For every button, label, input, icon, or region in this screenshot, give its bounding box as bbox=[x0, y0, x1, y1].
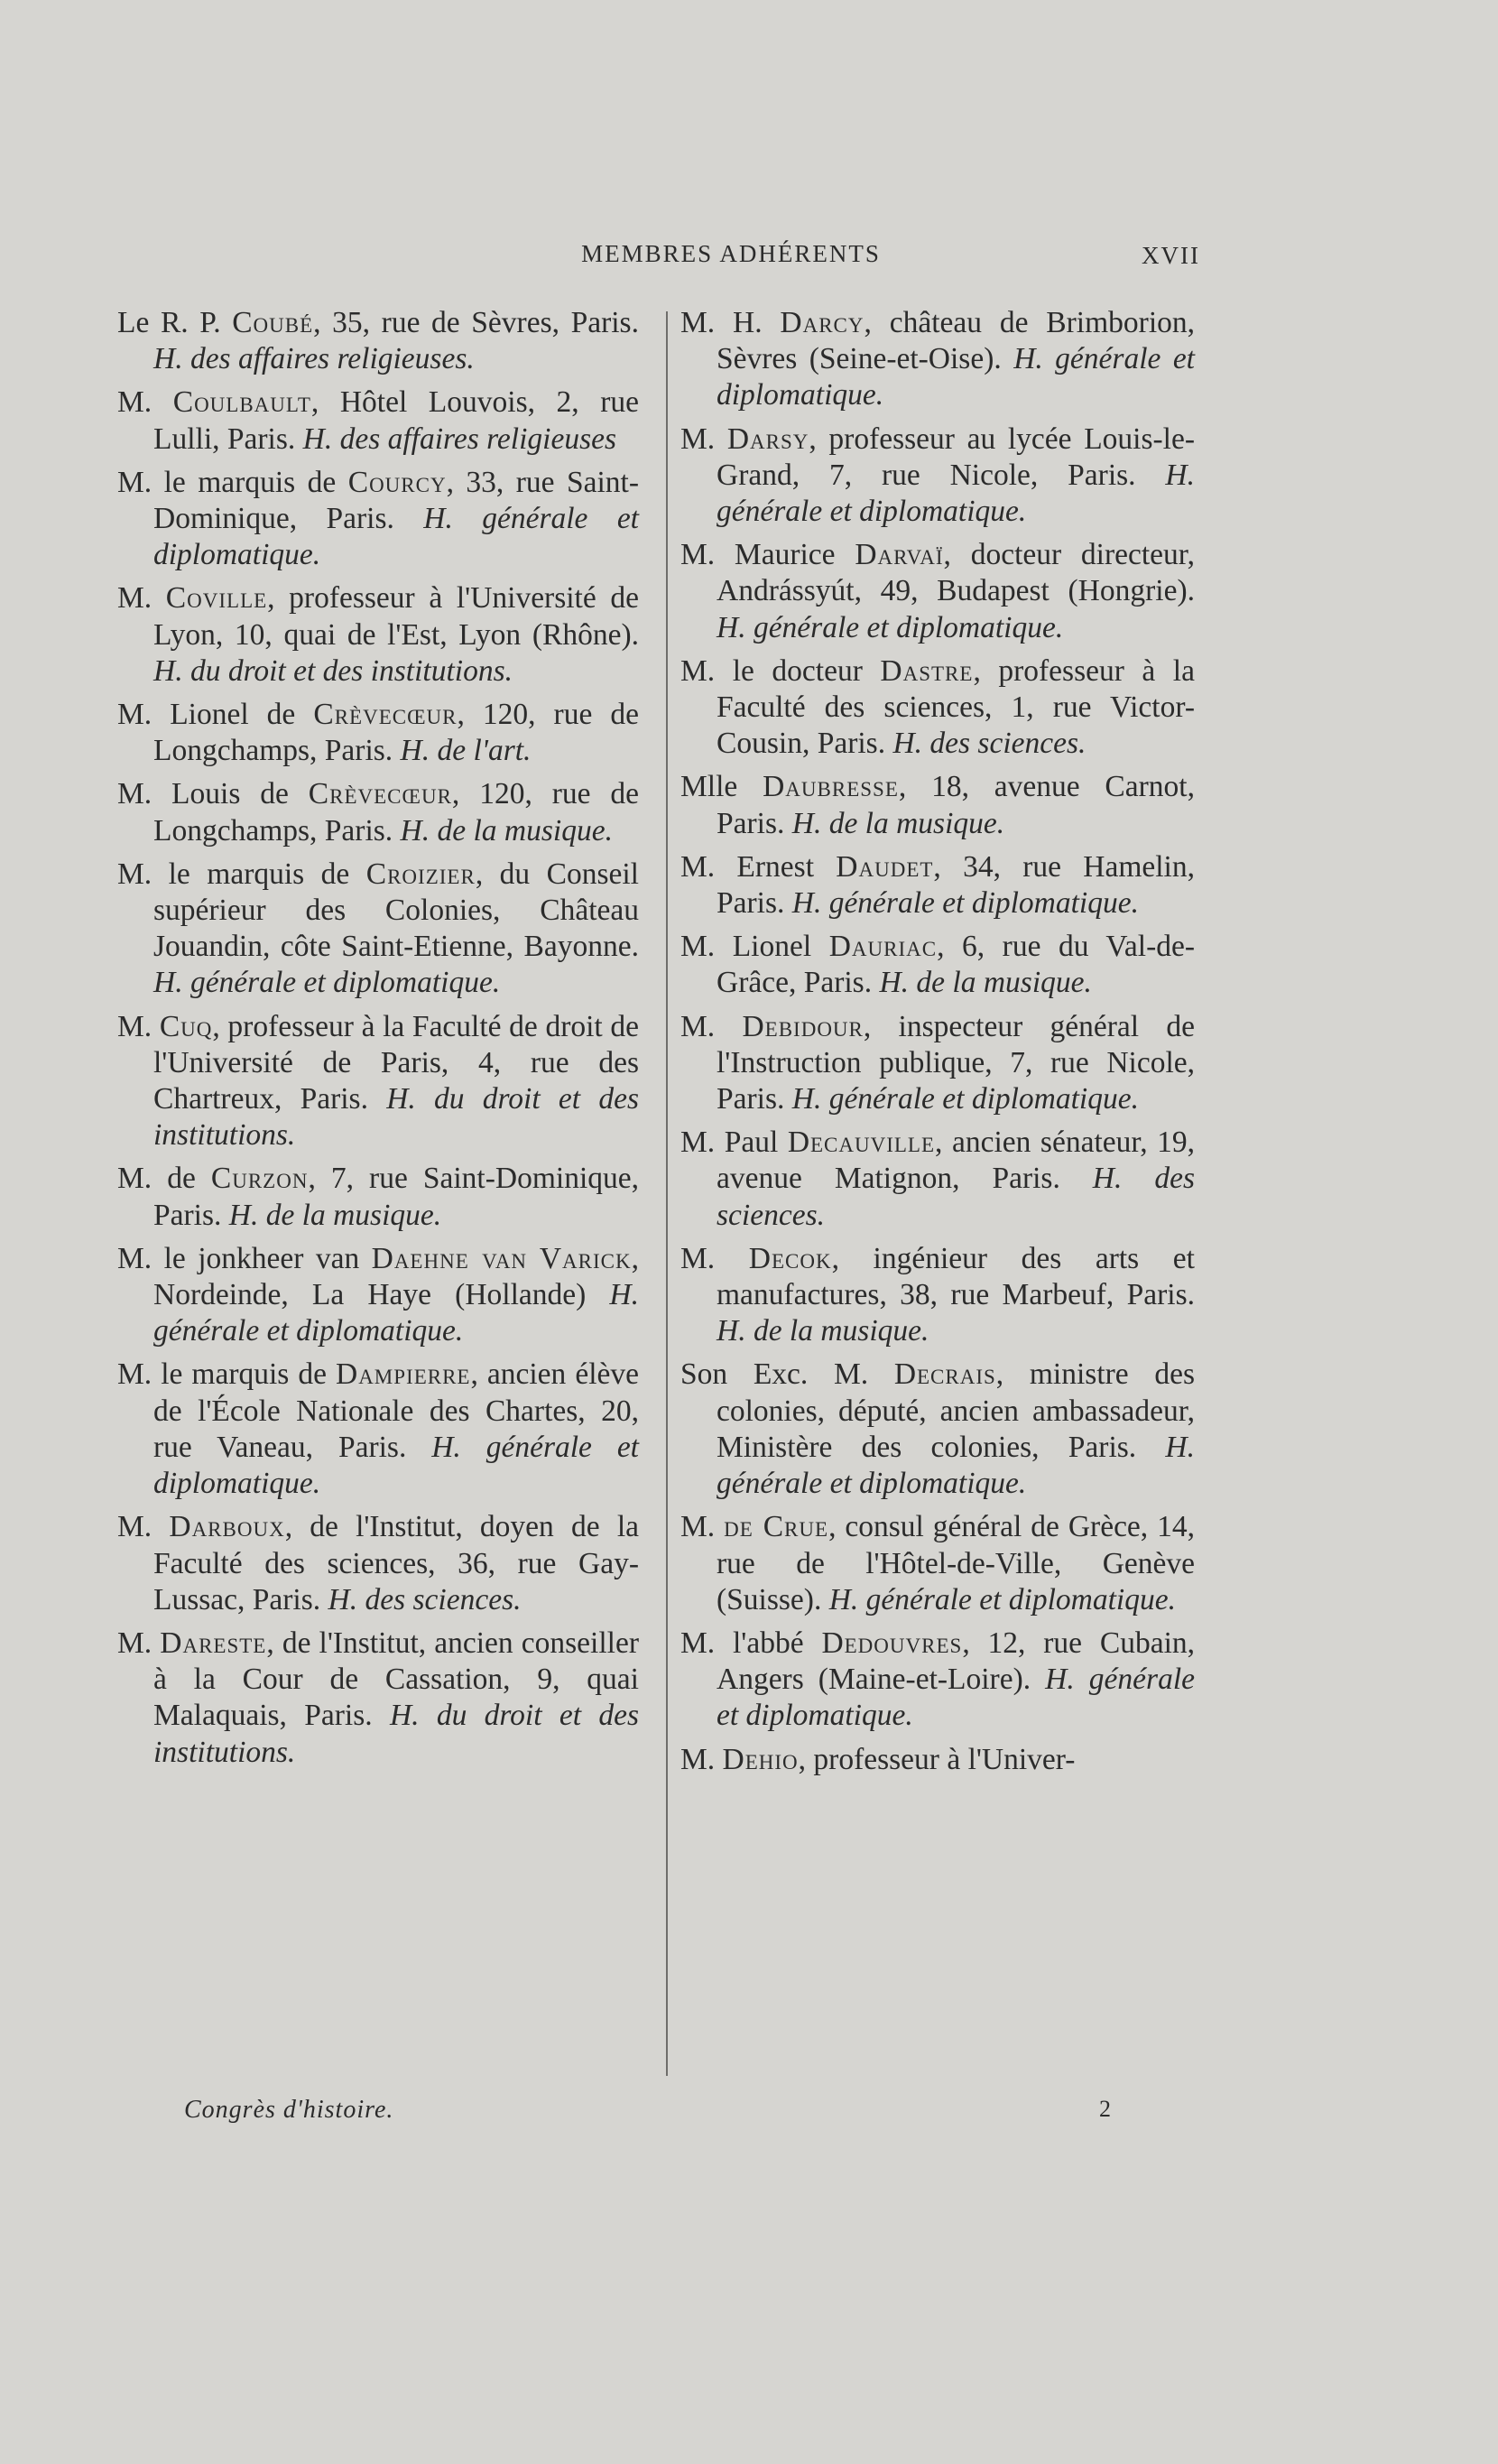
member-section: H. générale et diplomatique. bbox=[717, 610, 1064, 644]
member-entry bbox=[117, 305, 639, 377]
member-address: , inspecteur général de l'Instruction publique, 7, rue Nicole, Paris. bbox=[717, 1009, 1195, 1116]
member-section: H. des sciences. bbox=[892, 727, 1087, 761]
entry-prefix: M. de bbox=[117, 1162, 211, 1196]
signature-number: 2 bbox=[1099, 2096, 1111, 2122]
member-entry bbox=[680, 769, 1195, 841]
member-address: , professeur à la Faculté des sciences, 1, rue Victor-Cousin, Paris. bbox=[717, 653, 1195, 761]
entry-prefix: M. le marquis de bbox=[117, 1357, 336, 1392]
header-title: MEMBRES ADHÉRENTS bbox=[581, 240, 881, 267]
member-entry bbox=[680, 537, 1195, 646]
entry-prefix: M. bbox=[117, 1009, 160, 1043]
member-section: H. de la musique. bbox=[717, 1314, 929, 1348]
member-name: Dauriac bbox=[828, 930, 938, 964]
entry-prefix: M. bbox=[680, 1241, 749, 1275]
member-address: , 33, rue Saint-Dominique, Paris. bbox=[153, 465, 639, 536]
member-section: H. générale et diplomatique. bbox=[791, 1082, 1139, 1116]
member-name: Croizier bbox=[365, 857, 476, 891]
member-entry bbox=[117, 580, 639, 690]
entry-prefix: Le R. P. bbox=[117, 306, 233, 339]
member-entry bbox=[117, 384, 639, 457]
member-name: Coubé bbox=[232, 306, 314, 339]
member-address: , docteur directeur, Andrássyút, 49, Budapest (Hongrie). bbox=[717, 538, 1195, 608]
member-address: , professeur à l'Univer- bbox=[798, 1742, 1076, 1776]
member-entry bbox=[117, 697, 639, 769]
member-address: , château de Brimborion, Sèvres (Seine-et-Oise). bbox=[717, 306, 1195, 376]
member-section: H. générale et diplomatique. bbox=[791, 886, 1139, 921]
member-section: H. des sciences. bbox=[717, 1162, 1195, 1232]
member-section: H. des affaires religieuses. bbox=[153, 342, 475, 376]
member-address: , professeur au lycée Louis-le-Grand, 7, rue Nicole, Paris. bbox=[717, 421, 1195, 492]
member-name: Crèvecœur bbox=[308, 777, 452, 811]
member-address: , ancien sénateur, 19, avenue Matignon, Paris. bbox=[717, 1125, 1195, 1196]
member-address: , consul général de Grèce, 14, rue de l'Hôtel-de-Ville, Genève (Suisse). bbox=[717, 1510, 1195, 1616]
footer-title: Congrès d'histoire. bbox=[184, 2096, 394, 2124]
member-name: Crèvecœur bbox=[313, 698, 458, 732]
member-address: , 35, rue de Sèvres, Paris. bbox=[313, 306, 639, 339]
member-entry bbox=[680, 1626, 1195, 1735]
member-entry bbox=[680, 929, 1195, 1001]
entry-prefix: M. Ernest bbox=[680, 849, 837, 884]
entry-prefix: M. bbox=[117, 1626, 161, 1660]
member-section: H. générale et diplomatique. bbox=[153, 502, 639, 572]
member-section: H. des affaires religieuses bbox=[302, 421, 617, 456]
entry-prefix: M. le marquis de bbox=[117, 857, 366, 891]
member-entry bbox=[680, 421, 1195, 531]
member-name: Dampierre bbox=[336, 1357, 471, 1392]
left-column bbox=[117, 305, 639, 1778]
member-address: , 12, rue Cubain, Angers (Maine-et-Loire). bbox=[717, 1626, 1196, 1697]
member-entry bbox=[680, 849, 1195, 922]
member-name: Darsy bbox=[726, 421, 809, 456]
member-name: Debidour bbox=[742, 1009, 864, 1043]
page-footer bbox=[117, 2096, 1200, 2132]
member-name: Darboux bbox=[169, 1510, 285, 1544]
member-address: , professeur à la Faculté de droit de l'Université de Paris, 4, rue des Chartreux, Paris. bbox=[153, 1009, 639, 1116]
member-section: H. du droit et des institutions. bbox=[153, 1699, 640, 1769]
member-address: , du Conseil supérieur des Colonies, Château Jouandin, côte Saint-Etienne, Bayonne. bbox=[153, 857, 639, 964]
member-entry bbox=[680, 1509, 1195, 1618]
member-entry bbox=[680, 653, 1195, 763]
entry-prefix: M. Lionel bbox=[680, 930, 829, 964]
member-section: H. du droit et des institutions. bbox=[153, 653, 513, 688]
member-name: Dastre bbox=[880, 653, 974, 688]
member-entry bbox=[117, 1357, 639, 1502]
member-address: , 6, rue du Val-de-Grâce, Paris. bbox=[717, 930, 1196, 1000]
entry-prefix: M. le jonkheer van bbox=[117, 1241, 372, 1275]
member-name: Daudet bbox=[836, 849, 934, 884]
entry-prefix: M. l'abbé bbox=[680, 1626, 822, 1660]
member-name: Decok bbox=[748, 1241, 832, 1275]
entry-prefix: M. le marquis de bbox=[117, 465, 348, 499]
member-address: , professeur à l'Université de Lyon, 10, quai de l'Est, Lyon (Rhône). bbox=[153, 581, 639, 652]
member-name: Cuq bbox=[159, 1009, 213, 1043]
member-entry bbox=[680, 1009, 1195, 1118]
member-name: Decauville bbox=[787, 1125, 936, 1160]
member-entry bbox=[117, 776, 639, 848]
entry-prefix: M. bbox=[117, 385, 173, 420]
member-address: , de l'Institut, doyen de la Faculté des sciences, 36, rue Gay-Lussac, Paris. bbox=[153, 1510, 639, 1616]
member-address: , Nordeinde, La Haye (Hollande) bbox=[153, 1241, 639, 1312]
entry-prefix: M. bbox=[117, 1510, 170, 1544]
member-address: , 18, avenue Carnot, Paris. bbox=[717, 770, 1195, 840]
entry-prefix: M. Louis de bbox=[117, 777, 309, 811]
member-name: Dehio bbox=[722, 1742, 799, 1776]
member-section: H. de la musique. bbox=[228, 1198, 442, 1232]
member-address: , ancien élève de l'École Nationale des Chartes, 20, rue Vaneau, Paris. bbox=[153, 1357, 639, 1464]
running-header bbox=[117, 240, 1200, 276]
member-entry bbox=[117, 1241, 639, 1350]
member-section: H. de l'art. bbox=[400, 734, 532, 768]
member-name: Darcy bbox=[780, 306, 865, 339]
member-entry bbox=[117, 857, 639, 1002]
member-name: Coville bbox=[165, 581, 268, 616]
entry-prefix: Son Exc. M. bbox=[680, 1357, 894, 1392]
member-section: H. du droit et des institutions. bbox=[153, 1082, 640, 1153]
column-divider bbox=[666, 311, 668, 2076]
entry-prefix: M. bbox=[680, 1742, 723, 1776]
member-section: H. générale et diplomatique. bbox=[153, 966, 501, 1000]
member-entry bbox=[680, 1241, 1195, 1350]
entry-prefix: M. bbox=[680, 1009, 743, 1043]
member-entry bbox=[680, 1125, 1195, 1234]
member-address: , ministre des colonies, député, ancien ambassadeur, Ministère des colonies, Paris. bbox=[717, 1357, 1195, 1464]
entry-prefix: M. bbox=[680, 421, 727, 456]
entry-prefix: M. Paul bbox=[680, 1125, 788, 1160]
member-entry bbox=[117, 1509, 639, 1618]
member-entry bbox=[680, 305, 1195, 414]
member-section: H. générale et diplomatique. bbox=[717, 1430, 1195, 1501]
entry-prefix: M. Lionel de bbox=[117, 698, 314, 732]
member-entry bbox=[680, 1742, 1195, 1778]
member-name: Daehne van Varick bbox=[371, 1241, 632, 1275]
member-name: Decrais bbox=[893, 1357, 996, 1392]
entry-prefix: Mlle bbox=[680, 770, 763, 804]
member-name: Curzon bbox=[210, 1162, 309, 1196]
member-address: , de l'Institut, ancien conseiller à la Cour de Cassation, 9, quai Malaquais, Paris. bbox=[153, 1626, 639, 1733]
page-number: XVII bbox=[1142, 242, 1200, 269]
right-column bbox=[680, 305, 1195, 1785]
member-name: Courcy bbox=[347, 465, 447, 499]
member-entry bbox=[680, 1357, 1195, 1502]
member-section: H. générale et diplomatique. bbox=[717, 458, 1195, 529]
member-name: Coulbault bbox=[172, 385, 311, 420]
member-address: , 120, rue de Longchamps, Paris. bbox=[153, 698, 639, 768]
member-name: de Crue bbox=[724, 1510, 829, 1544]
member-entry bbox=[117, 465, 639, 574]
member-name: Dareste bbox=[160, 1626, 267, 1660]
member-address: , Hôtel Louvois, 2, rue Lulli, Paris. bbox=[153, 385, 639, 456]
member-section: H. générale et diplomatique. bbox=[153, 1430, 639, 1501]
entry-prefix: M. bbox=[680, 1510, 725, 1544]
member-address: , 120, rue de Longchamps, Paris. bbox=[153, 777, 639, 848]
member-address: , ingénieur des arts et manufactures, 38, rue Marbeuf, Paris. bbox=[717, 1241, 1195, 1312]
member-address: , 34, rue Hamelin, Paris. bbox=[717, 849, 1195, 921]
member-address: , 7, rue Saint-Dominique, Paris. bbox=[153, 1162, 639, 1232]
entry-prefix: M. bbox=[117, 581, 166, 616]
member-section: H. de la musique. bbox=[400, 813, 613, 848]
member-entry bbox=[117, 1161, 639, 1233]
member-section: H. de la musique. bbox=[879, 966, 1092, 1000]
member-section: H. de la musique. bbox=[791, 806, 1005, 840]
member-section: H. des sciences. bbox=[328, 1582, 522, 1616]
entry-prefix: M. Maurice bbox=[680, 538, 855, 572]
member-name: Dedouvres bbox=[821, 1626, 963, 1660]
member-name: Daubresse bbox=[763, 770, 899, 804]
member-section: H. générale et diplomatique. bbox=[828, 1582, 1176, 1616]
member-section: H. générale et diplomatique. bbox=[717, 1663, 1195, 1733]
member-entry bbox=[117, 1009, 639, 1154]
member-entry bbox=[117, 1626, 639, 1771]
member-name: Darvaï bbox=[855, 538, 944, 572]
entry-prefix: M. le docteur bbox=[680, 653, 881, 688]
member-section: H. générale et diplomatique. bbox=[717, 342, 1195, 412]
member-section: H. générale et diplomatique. bbox=[153, 1278, 639, 1348]
entry-prefix: M. H. bbox=[680, 306, 781, 339]
